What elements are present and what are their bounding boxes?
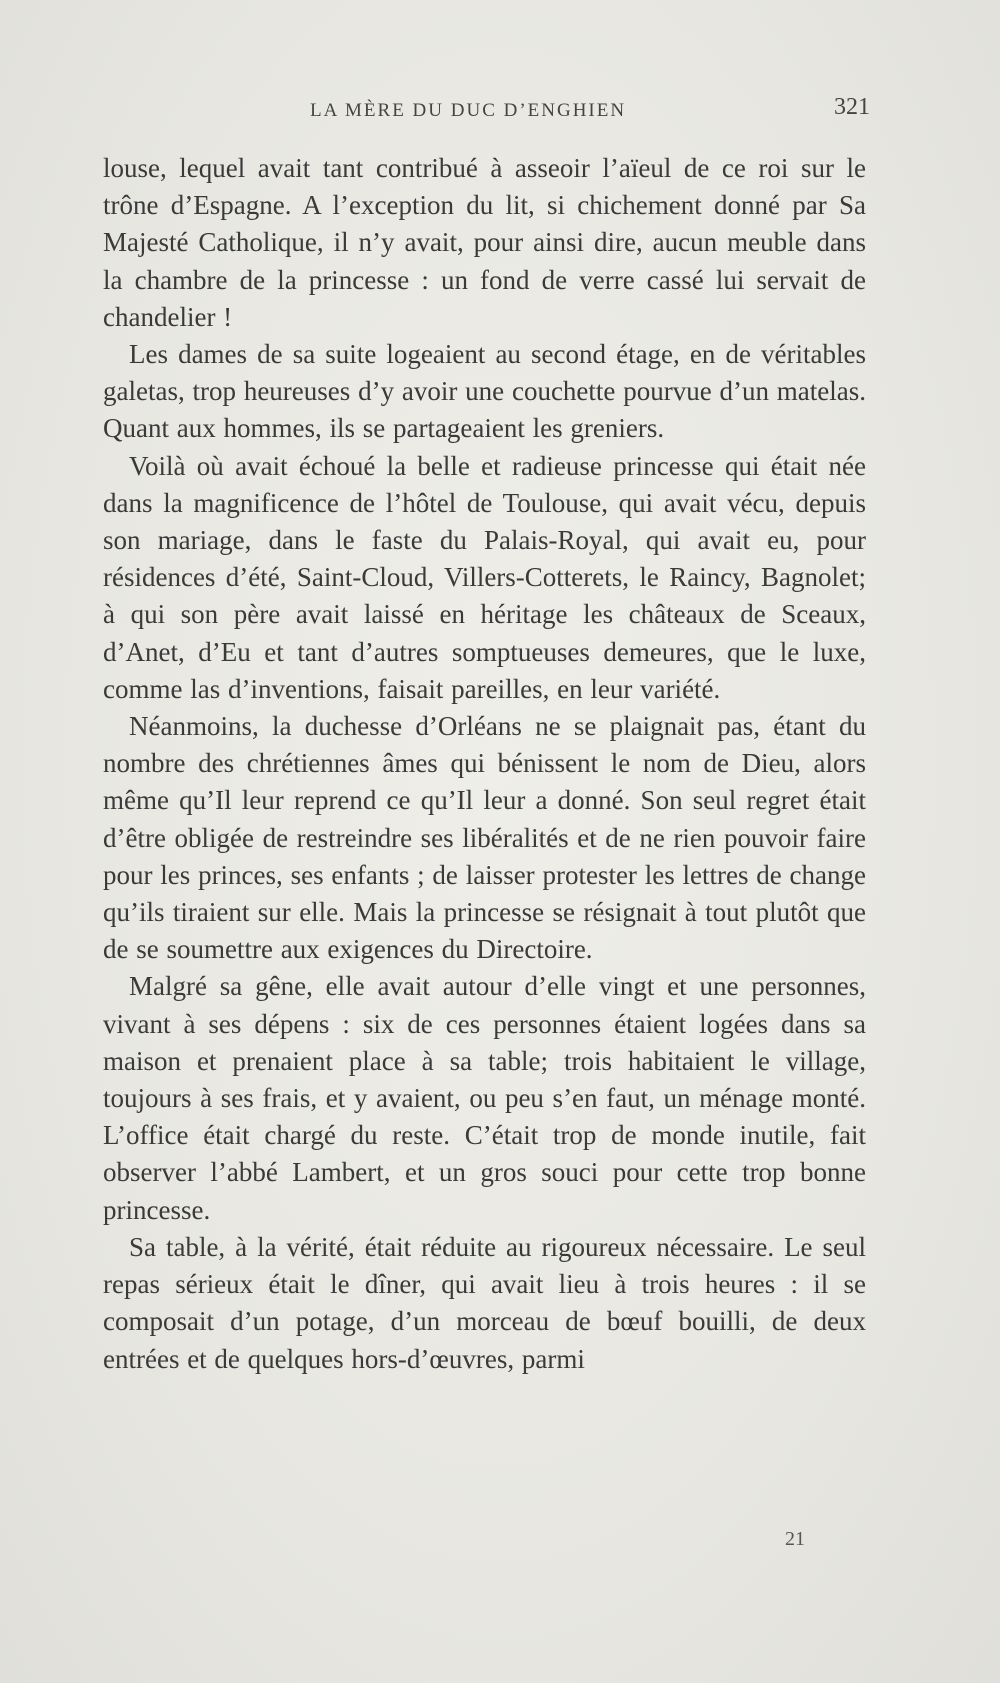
running-title: LA MÈRE DU DUC D’ENGHIEN: [310, 100, 627, 121]
body-text: [103, 150, 866, 1378]
paragraph-5: Malgré sa gêne, elle avait autour d’elle vingt et une personnes, vivant à ses dépens : six de ces personnes étaient logées dans sa maison et prenaient place à sa table; trois habitaient le village, toujours à ses frais, et y avaient, ou peu s’en faut, un ménage monté. L’office était chargé du reste. C’était trop de monde inutile, fait observer l’abbé Lambert, et un gros souci pour cette trop bonne princesse.: [103, 971, 866, 1225]
page-header: [110, 94, 870, 130]
page-number: 321: [834, 94, 870, 120]
paragraph-3: Voilà où avait échoué la belle et radieuse princesse qui était née dans la magnificence de l’hôtel de Toulouse, qui avait vécu, depuis son mariage, dans le faste du Palais-Royal, qui avait eu, pour résidences d’été, Saint-Cloud, Villers-Cotterets, le Raincy, Bagnolet; à qui son père avait laissé en héritage les châteaux de Sceaux, d’Anet, d’Eu et tant d’autres somptueuses demeures, que le luxe, comme las d’inventions, faisait pareilles, en leur variété.: [103, 450, 866, 704]
signature-mark: 21: [785, 1528, 805, 1550]
paragraph-1: louse, lequel avait tant contribué à asseoir l’aïeul de ce roi sur le trône d’Espagne. A l’exception du lit, si chichement donné par Sa Majesté Catholique, il n’y avait, pour ainsi dire, aucun meuble dans la chambre de la princesse : un fond de verre cassé lui servait de chandelier !: [103, 153, 866, 332]
paragraph-2: Les dames de sa suite logeaient au second étage, en de véritables galetas, trop heureuses d’y avoir une couchette pourvue d’un matelas. Quant aux hommes, ils se partageaient les greniers.: [103, 339, 866, 444]
paragraph-4: Néanmoins, la duchesse d’Orléans ne se plaignait pas, étant du nombre des chrétiennes âmes qui bénissent le nom de Dieu, alors même qu’Il leur reprend ce qu’Il leur a donné. Son seul regret était d’être obligée de restreindre ses libéralités et de ne rien pouvoir faire pour les princes, ses enfants ; de laisser protester les lettres de change qu’ils tiraient sur elle. Mais la princesse se résignait à tout plutôt que de se soumettre aux exigences du Directoire.: [103, 711, 866, 965]
paragraph-6: Sa table, à la vérité, était réduite au rigoureux nécessaire. Le seul repas sérieux était le dîner, qui avait lieu à trois heures : il se composait d’un potage, d’un morceau de bœuf bouilli, de deux entrées et de quelques hors-d’œuvres, parmi: [103, 1231, 866, 1374]
